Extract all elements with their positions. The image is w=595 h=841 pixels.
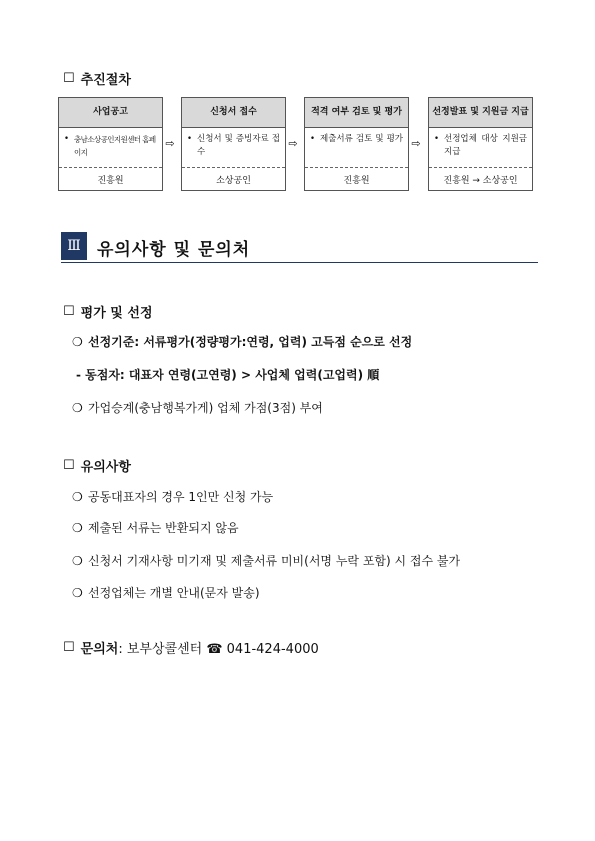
step-owner: 진흥원 → 소상공인 — [443, 175, 518, 186]
notes-header-label: 유의사항 — [80, 460, 131, 475]
circle-bullet-icon: ❍ — [72, 490, 83, 504]
procedure-flow — [58, 97, 533, 191]
step-owner: 소상공인 — [216, 175, 251, 186]
step-body-text: 제출서류 검토 및 평가 — [320, 134, 403, 144]
checkbox-icon: ☐ — [63, 71, 75, 86]
circle-bullet-icon: ❍ — [72, 335, 83, 349]
contact-label: 문의처 — [80, 642, 119, 657]
evaluation-header — [63, 302, 153, 321]
step-body-text: 선정업체 대상 지원금 지급 — [444, 134, 527, 157]
step-review — [304, 97, 409, 191]
bonus-line — [72, 399, 323, 416]
circle-bullet-icon: ❍ — [72, 521, 83, 535]
step-selection — [428, 97, 533, 191]
step-owner: 진흥원 — [97, 175, 124, 186]
procedure-header — [63, 69, 131, 88]
evaluation-header-label: 평가 및 선정 — [80, 306, 153, 321]
bullet-icon: • — [187, 134, 193, 144]
section-header — [61, 232, 538, 263]
step-title: 적격 여부 검토 및 평가 — [305, 98, 408, 128]
step-body-text: 충남소상공인지원센터 홈페이지 — [74, 135, 156, 157]
step-application — [181, 97, 286, 191]
right-arrow-icon: ⇨ — [288, 137, 298, 150]
step-owner: 진흥원 — [343, 175, 370, 186]
circle-bullet-icon: ❍ — [72, 401, 83, 415]
circle-bullet-icon: ❍ — [72, 586, 83, 600]
note-item — [72, 519, 239, 536]
checkbox-icon: ☐ — [63, 640, 75, 655]
note-item — [72, 488, 273, 505]
step-body — [59, 128, 162, 168]
note-item — [72, 584, 260, 601]
section-title: 유의사항 및 문의처 — [97, 240, 251, 260]
tie-line — [76, 366, 379, 383]
note-item — [72, 552, 460, 569]
criteria-text: 선정기준: 서류평가(정량평가:연령, 업력) 고득점 순으로 선정 — [88, 335, 413, 349]
step-body — [305, 128, 408, 168]
step-body-text: 신청서 및 증빙자료 접수 — [197, 134, 280, 157]
step-title: 사업공고 — [59, 98, 162, 128]
checkbox-icon: ☐ — [63, 304, 75, 319]
bonus-text: 가업승계(충남행복가게) 업체 가점(3점) 부여 — [88, 401, 323, 415]
circle-bullet-icon: ❍ — [72, 554, 83, 568]
bullet-icon: • — [434, 134, 440, 144]
contact-line — [63, 638, 319, 657]
step-body — [429, 128, 532, 168]
note-text: 선정업체는 개별 안내(문자 발송) — [88, 586, 260, 600]
bullet-icon: • — [64, 134, 70, 144]
right-arrow-icon: ⇨ — [411, 137, 421, 150]
section-number: Ⅲ — [61, 232, 87, 260]
procedure-header-label: 추진절차 — [80, 73, 131, 88]
note-text: 공동대표자의 경우 1인만 신청 가능 — [88, 490, 274, 504]
step-body — [182, 128, 285, 168]
bullet-icon: • — [310, 134, 316, 144]
criteria-line — [72, 333, 412, 350]
step-title: 선정발표 및 지원금 지급 — [429, 98, 532, 128]
right-arrow-icon: ⇨ — [165, 137, 175, 150]
note-text: 신청서 기재사항 미기재 및 제출서류 미비(서명 누락 포함) 시 접수 불가 — [88, 554, 461, 568]
checkbox-icon: ☐ — [63, 458, 75, 473]
tie-text: - 동점자: 대표자 연령(고연령) > 사업체 업력(고업력) 順 — [76, 368, 380, 382]
note-text: 제출된 서류는 반환되지 않음 — [88, 521, 239, 535]
notes-header — [63, 456, 131, 475]
contact-value: : 보부상콜센터 ☎ 041-424-4000 — [118, 642, 319, 657]
step-announcement — [58, 97, 163, 191]
step-title: 신청서 접수 — [182, 98, 285, 128]
